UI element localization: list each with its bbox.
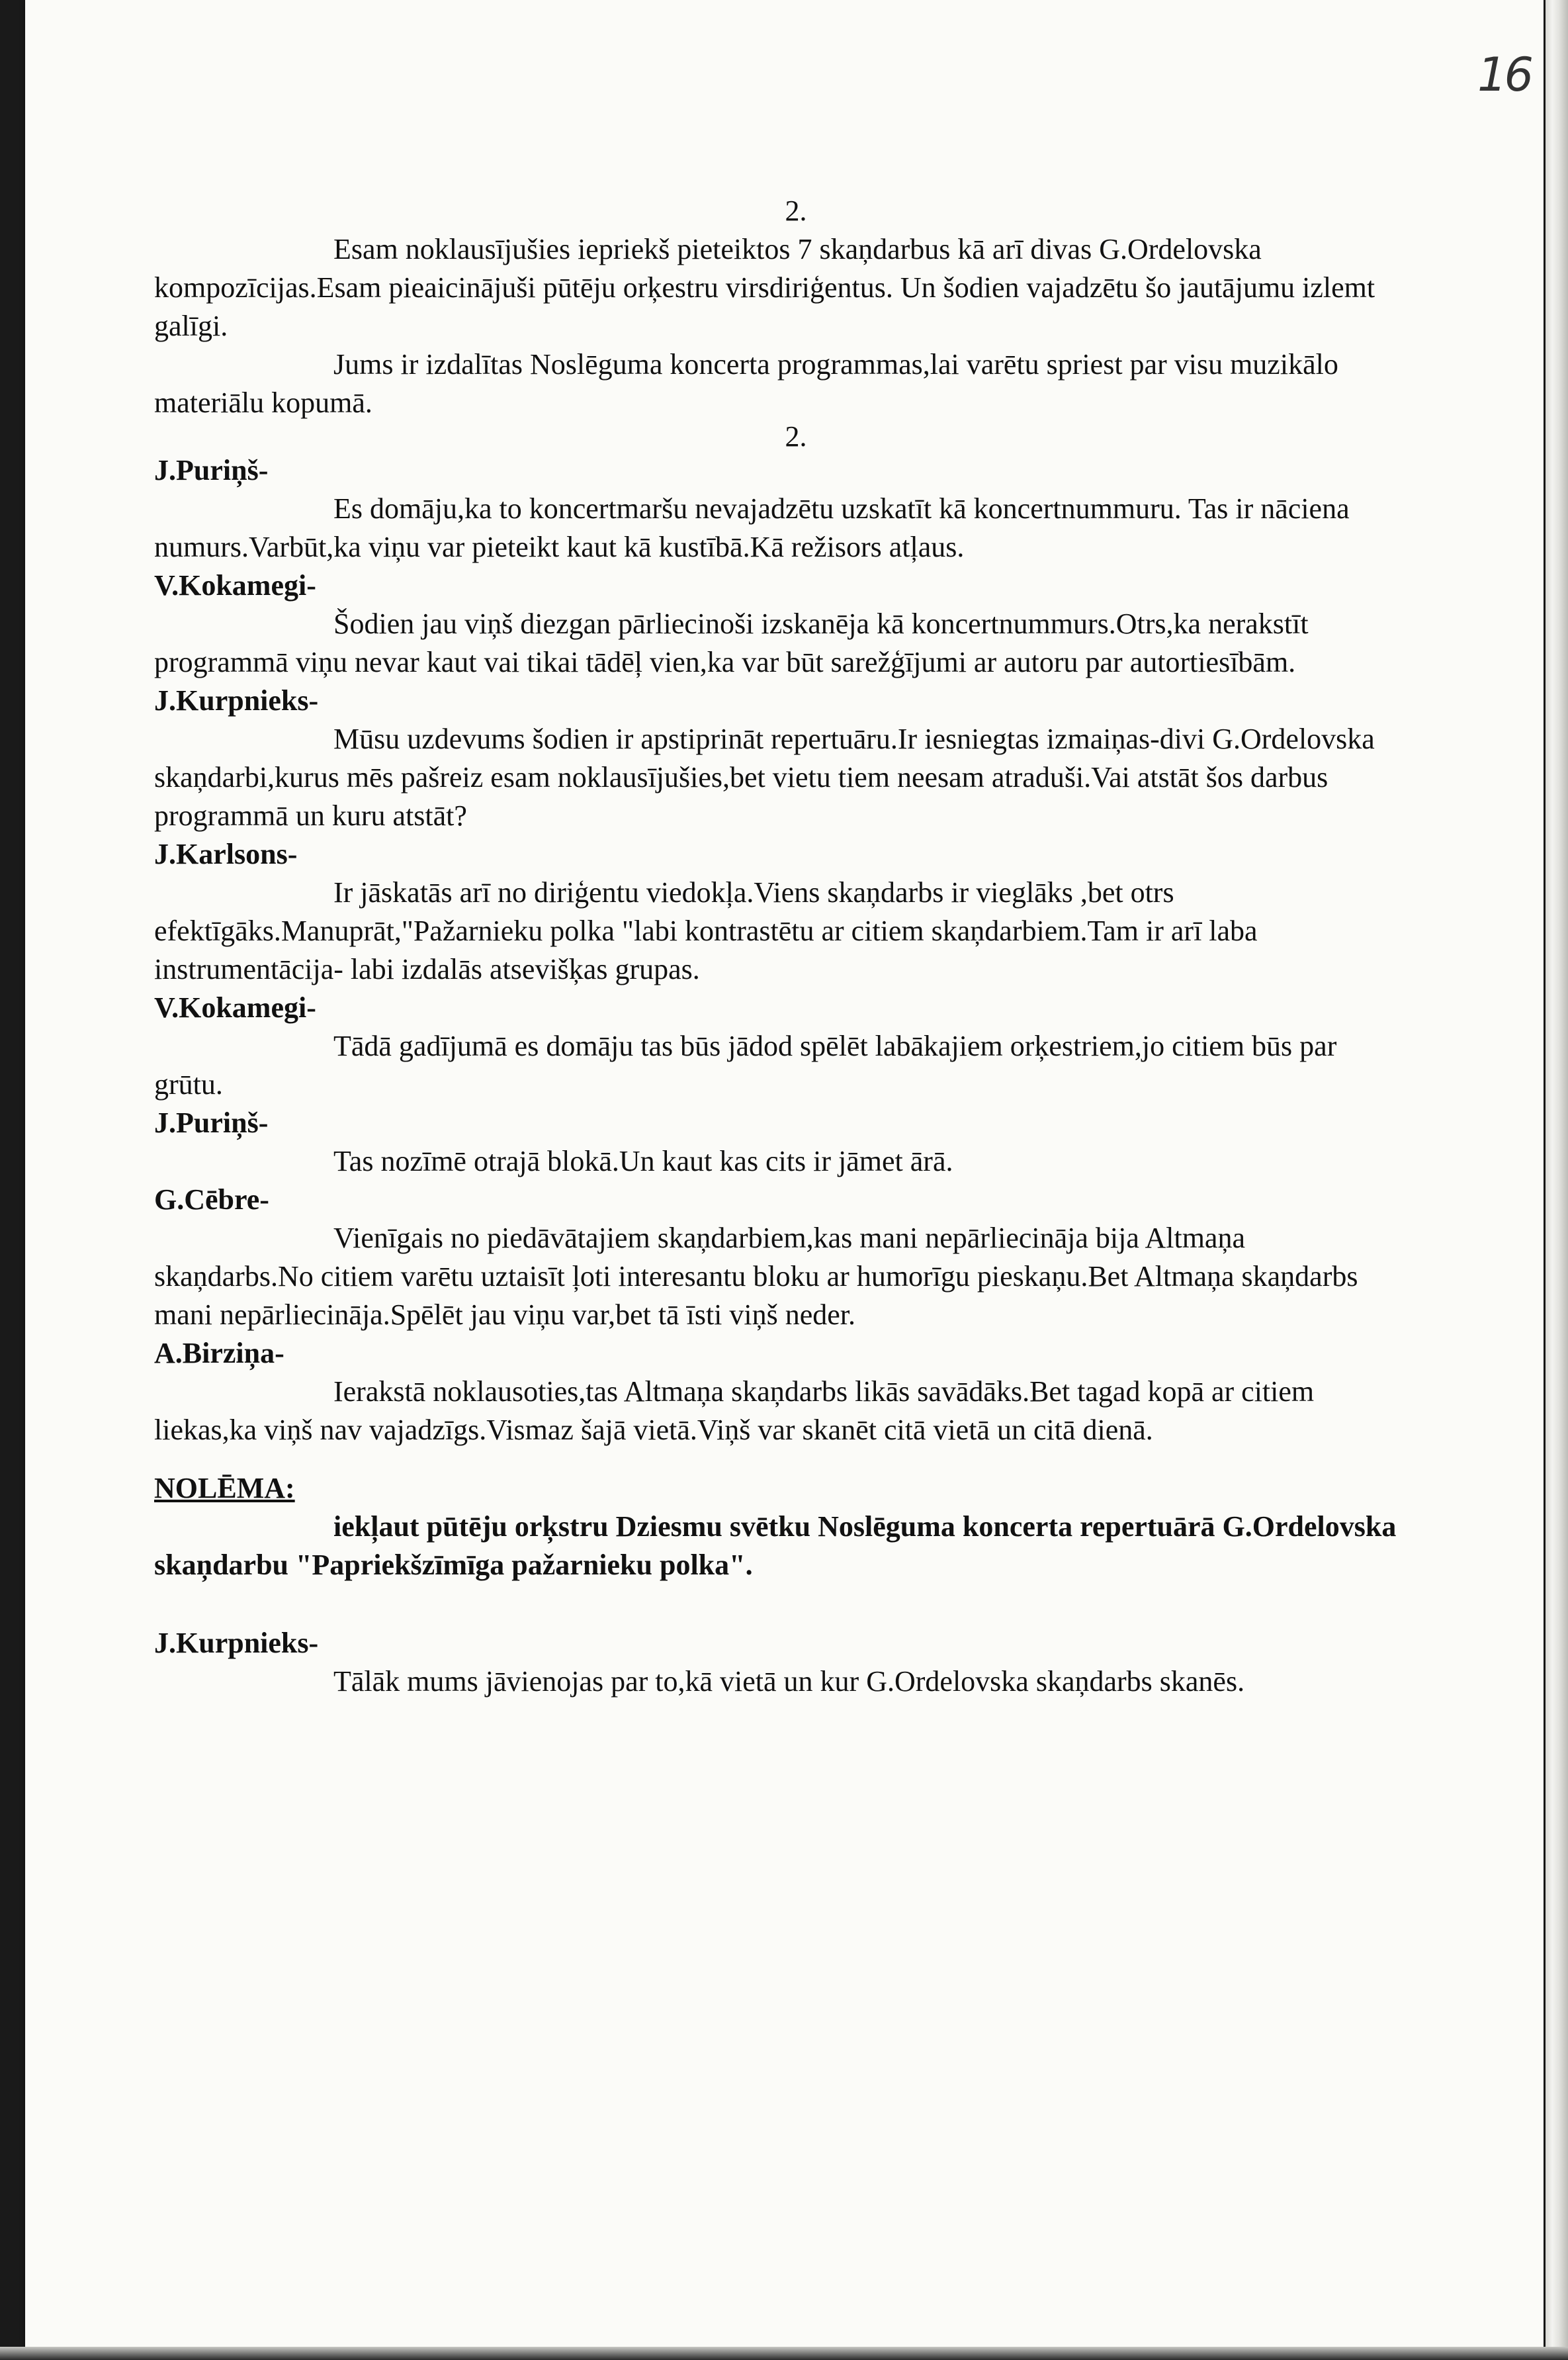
speaker-remark: Tas nozīmē otrajā blokā.Un kaut kas cits ir jāmet ārā.: [333, 1145, 953, 1177]
speaker-name: J.Karlsons-: [154, 838, 298, 870]
scan-bottom-edge: [0, 2347, 1568, 2360]
speaker-remark: Vienīgais no piedāvātajiem skaņdarbiem,kas mani nepārliecināja bija Altmaņa skaņdarbs.No citiem varētu uztaisīt ļoti interesantu bloku ar humorīgu pieskaņu.Bet Altmaņa skaņdarbs mani nepārliecināja.Spēlēt jau viņu var,bet tā īsti viņš neder.: [154, 1222, 1358, 1331]
decision-text: iekļaut pūtēju orķstru Dziesmu svētku Noslēguma koncerta repertuārā G.Ordelovska skaņdarbu "Papriekšzīmīga pažarnieku polka".: [154, 1510, 1397, 1581]
document-page: [25, 0, 1544, 2349]
closing-remark: Tālāk mums jāvienojas par to,kā vietā un kur G.Ordelovska skaņdarbs skanēs.: [333, 1665, 1245, 1698]
speaker-name: J.Puriņš-: [154, 454, 269, 486]
speaker-name: J.Kurpnieks-: [154, 684, 319, 717]
speaker-name: V.Kokamegi-: [154, 991, 316, 1024]
speaker-remark: Ierakstā noklausoties,tas Altmaņa skaņdarbs likās savādāks.Bet tagad kopā ar citiem liekas,ka viņš nav vajadzīgs.Vismaz šajā vietā.Viņš var skanēt citā vietā un citā dienā.: [154, 1375, 1315, 1446]
intro-paragraph-2: Jums ir izdalītas Noslēguma koncerta programmas,lai varētu spriest par visu muzikālo materiālu kopumā.: [154, 348, 1338, 419]
speaker-name: A.Birziņa-: [154, 1337, 284, 1369]
page-stack-edge: [1546, 0, 1568, 2360]
speaker-remark: Tādā gadījumā es domāju tas būs jādod spēlēt labākajiem orķestriem,jo citiem būs par grūtu.: [154, 1030, 1337, 1101]
speaker-name: J.Puriņš-: [154, 1107, 269, 1139]
document-body: [154, 192, 1398, 1701]
intro-paragraph-1: Esam noklausījušies iepriekš pieteiktos 7 skaņdarbus kā arī divas G.Ordelovska kompozīcijas.Esam pieaicinājuši pūtēju orķestru virsdiriģentus. Un šodien vajadzētu šo jautājumu izlemt galīgi.: [154, 233, 1375, 342]
speaker-remark: Ir jāskatās arī no diriģentu viedokļa.Viens skaņdarbs ir vieglāks ,bet otrs efektīgāks.Manuprāt,"Pažarnieku polka "labi kontrastētu ar citiem skaņdarbiem.Tam ir arī laba instrumentācija- labi izdalās atsevišķas grupas.: [154, 876, 1258, 985]
speaker-remark: Šodien jau viņš diezgan pārliecinoši izskanēja kā koncertnummurs.Otrs,ka nerakstīt programmā viņu nevar kaut vai tikai tādēļ vien,ka var būt sarežģījumi ar autoru par autortiesībām.: [154, 608, 1309, 678]
page-number-mid: 2.: [785, 420, 807, 453]
closing-speaker-name: J.Kurpnieks-: [154, 1627, 319, 1659]
handwritten-page-number: 16: [1477, 48, 1532, 102]
speaker-name: G.Cēbre-: [154, 1183, 269, 1216]
decision-heading: NOLĒMA:: [154, 1472, 295, 1504]
page-number-top: 2.: [785, 195, 807, 227]
speaker-remark: Mūsu uzdevums šodien ir apstiprināt repertuāru.Ir iesniegtas izmaiņas-divi G.Ordelovska skaņdarbi,kurus mēs pašreiz esam noklausījušies,bet vietu tiem neesam atraduši.Vai atstāt šos darbus programmā un kuru atstāt?: [154, 723, 1375, 832]
speaker-name: V.Kokamegi-: [154, 569, 316, 602]
speaker-remark: Es domāju,ka to koncertmaršu nevajadzētu uzskatīt kā koncertnummuru. Tas ir nāciena numurs.Varbūt,ka viņu var pieteikt kaut kā kustībā.Kā režisors atļaus.: [154, 492, 1350, 563]
